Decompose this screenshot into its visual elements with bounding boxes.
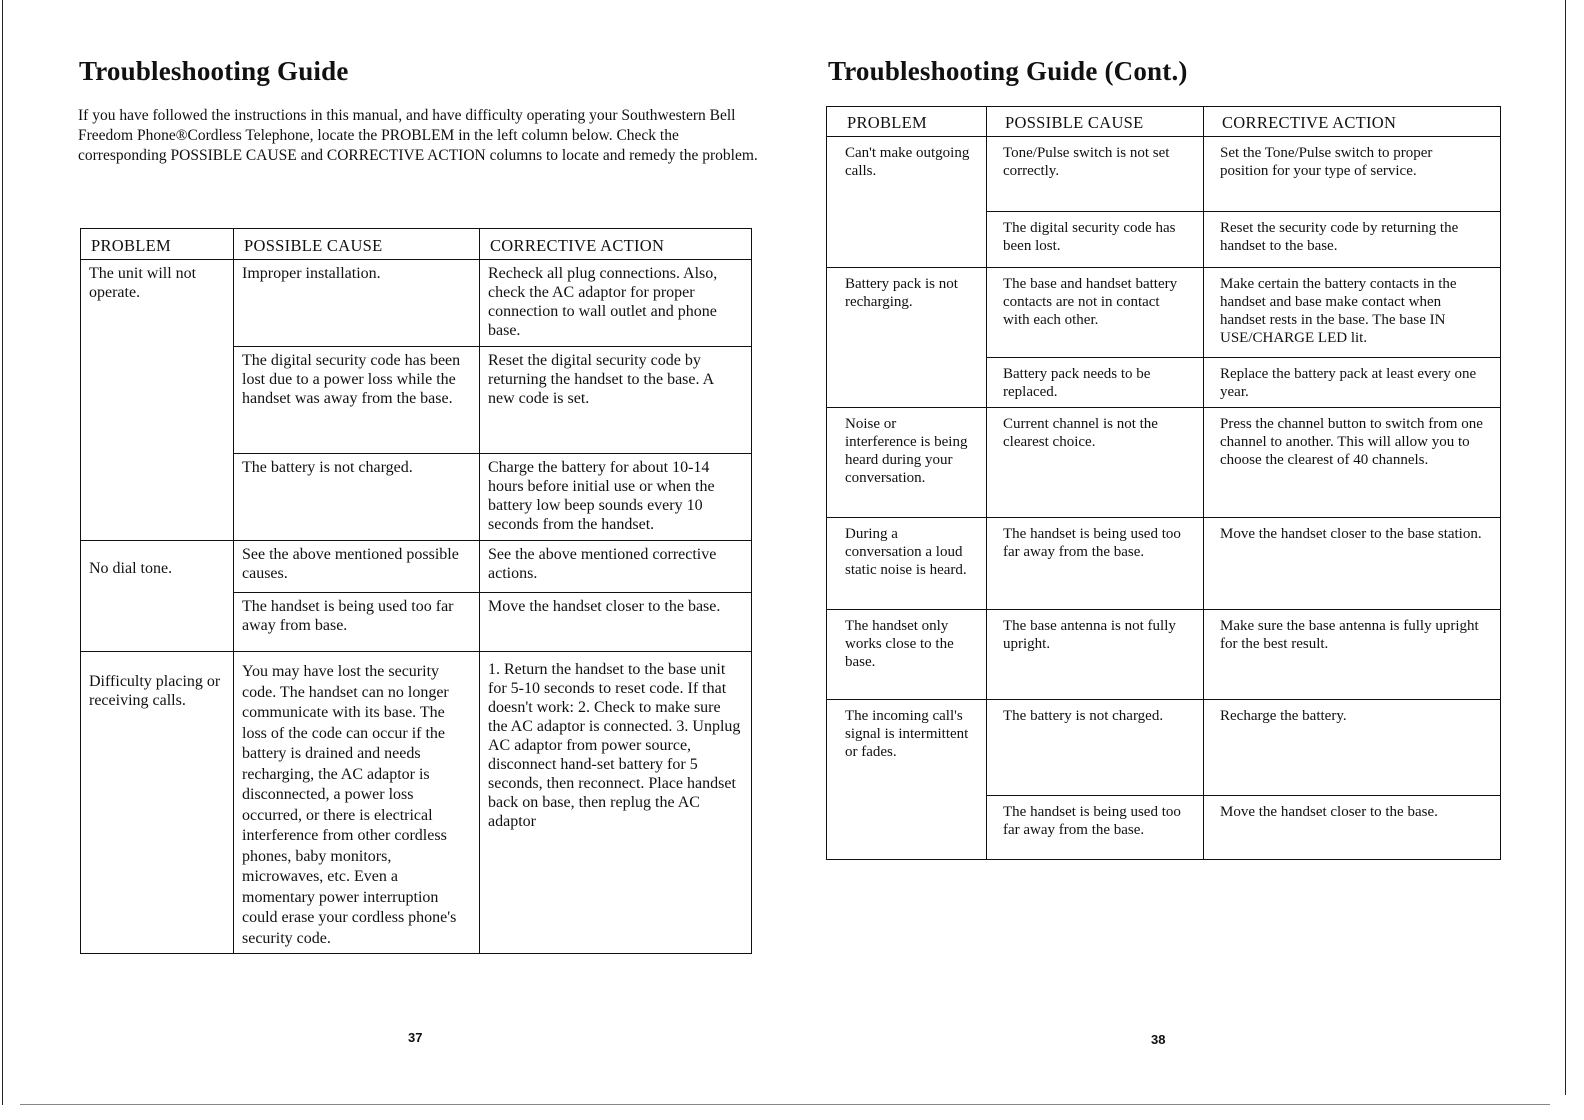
cause-cell: The battery is not charged. — [987, 700, 1204, 796]
scan-edge-line-left — [2, 0, 3, 1105]
action-cell: 1. Return the handset to the base unit for 5-10 seconds to reset code. If that doesn't work: 2. Check to make sure the AC adaptor is connected. 3. Unplug AC adaptor from power source, disconnect hand-set battery for 5 seconds, then reconnect. Place handset back on base, then replug the AC adaptor — [480, 652, 752, 954]
header-problem: PROBLEM — [827, 107, 987, 137]
table-header-row — [81, 229, 752, 260]
action-cell: Recheck all plug connections. Also, check the AC adaptor for proper connection to wall outlet and phone base. — [480, 260, 752, 347]
cause-cell: The handset is being used too far away from the base. — [987, 796, 1204, 860]
header-possible-cause: POSSIBLE CAUSE — [234, 229, 480, 260]
table-header-row — [827, 107, 1501, 137]
cause-cell: Improper installation. — [234, 260, 480, 347]
table-row — [827, 408, 1501, 518]
cause-cell: See the above mentioned possible causes. — [234, 541, 480, 593]
action-cell: Make certain the battery contacts in the handset and base make contact when handset rests in the base. The base IN USE/CHARGE LED lit. — [1204, 268, 1501, 358]
header-corrective-action: CORRECTIVE ACTION — [480, 229, 752, 260]
action-cell: Press the channel button to switch from one channel to another. This will allow you to choose the clearest of 40 channels. — [1204, 408, 1501, 518]
problem-cell: The incoming call's signal is intermittent or fades. — [827, 700, 987, 860]
header-possible-cause: POSSIBLE CAUSE — [987, 107, 1204, 137]
problem-cell: Can't make outgoing calls. — [827, 137, 987, 268]
table-row — [827, 700, 1501, 796]
header-corrective-action: CORRECTIVE ACTION — [1204, 107, 1501, 137]
troubleshooting-table-right — [826, 106, 1501, 860]
problem-cell: Difficulty placing or receiving calls. — [81, 652, 234, 954]
page-title-right: Troubleshooting Guide (Cont.) — [828, 56, 1188, 86]
problem-cell: The unit will not operate. — [81, 260, 234, 541]
action-cell: See the above mentioned corrective actions. — [480, 541, 752, 593]
scan-edge-line-right — [1565, 0, 1566, 1095]
cause-cell: The battery is not charged. — [234, 454, 480, 541]
table-row — [81, 541, 752, 593]
action-cell: Replace the battery pack at least every one year. — [1204, 358, 1501, 408]
problem-cell: During a conversation a loud static noise is heard. — [827, 518, 987, 610]
cause-cell: Current channel is not the clearest choice. — [987, 408, 1204, 518]
problem-cell: Noise or interference is being heard during your conversation. — [827, 408, 987, 518]
action-cell: Reset the security code by returning the handset to the base. — [1204, 212, 1501, 268]
cause-cell: You may have lost the security code. The handset can no longer communicate with its base. The loss of the code can occur if the battery is drained and needs recharging, the AC adaptor is disconnected, a power loss occurred, or there is electrical interference from other cordless phones, baby monitors, microwaves, etc. Even a momentary power interruption could erase your cordless phone's security code. — [234, 652, 480, 954]
page-title-left: Troubleshooting Guide — [79, 56, 349, 86]
page-number-right: 38 — [1151, 1032, 1166, 1047]
cause-cell: The handset is being used too far away from the base. — [987, 518, 1204, 610]
action-cell: Charge the battery for about 10-14 hours before initial use or when the battery low beep sounds every 10 seconds from the handset. — [480, 454, 752, 541]
cause-cell: Tone/Pulse switch is not set correctly. — [987, 137, 1204, 212]
action-cell: Reset the digital security code by returning the handset to the base. A new code is set. — [480, 347, 752, 454]
table-row — [81, 260, 752, 347]
problem-cell: No dial tone. — [81, 541, 234, 652]
action-cell: Move the handset closer to the base station. — [1204, 518, 1501, 610]
table-row — [827, 268, 1501, 358]
cause-cell: The digital security code has been lost due to a power loss while the handset was away from the base. — [234, 347, 480, 454]
table-row — [827, 610, 1501, 700]
action-cell: Make sure the base antenna is fully upright for the best result. — [1204, 610, 1501, 700]
scan-edge-line-bottom — [20, 1104, 1550, 1105]
cause-cell: The base and handset battery contacts are not in contact with each other. — [987, 268, 1204, 358]
cause-cell: Battery pack needs to be replaced. — [987, 358, 1204, 408]
action-cell: Move the handset closer to the base. — [480, 593, 752, 652]
table-row — [81, 652, 752, 954]
table-row — [827, 518, 1501, 610]
troubleshooting-table-left — [80, 228, 752, 954]
action-cell: Set the Tone/Pulse switch to proper position for your type of service. — [1204, 137, 1501, 212]
header-problem: PROBLEM — [81, 229, 234, 260]
problem-cell: The handset only works close to the base. — [827, 610, 987, 700]
action-cell: Recharge the battery. — [1204, 700, 1501, 796]
intro-paragraph: If you have followed the instructions in this manual, and have difficulty operating your Southwestern Bell Freedom Phone®Cordless Telephone, locate the PROBLEM in the left column below. Check the corresponding POSSIBLE CAUSE and CORRECTIVE ACTION columns to locate and remedy the problem. — [78, 107, 758, 164]
cause-cell: The handset is being used too far away from base. — [234, 593, 480, 652]
cause-cell: The digital security code has been lost. — [987, 212, 1204, 268]
cause-cell: The base antenna is not fully upright. — [987, 610, 1204, 700]
action-cell: Move the handset closer to the base. — [1204, 796, 1501, 860]
page-number-left: 37 — [408, 1030, 423, 1045]
problem-cell: Battery pack is not recharging. — [827, 268, 987, 408]
table-row — [827, 137, 1501, 212]
